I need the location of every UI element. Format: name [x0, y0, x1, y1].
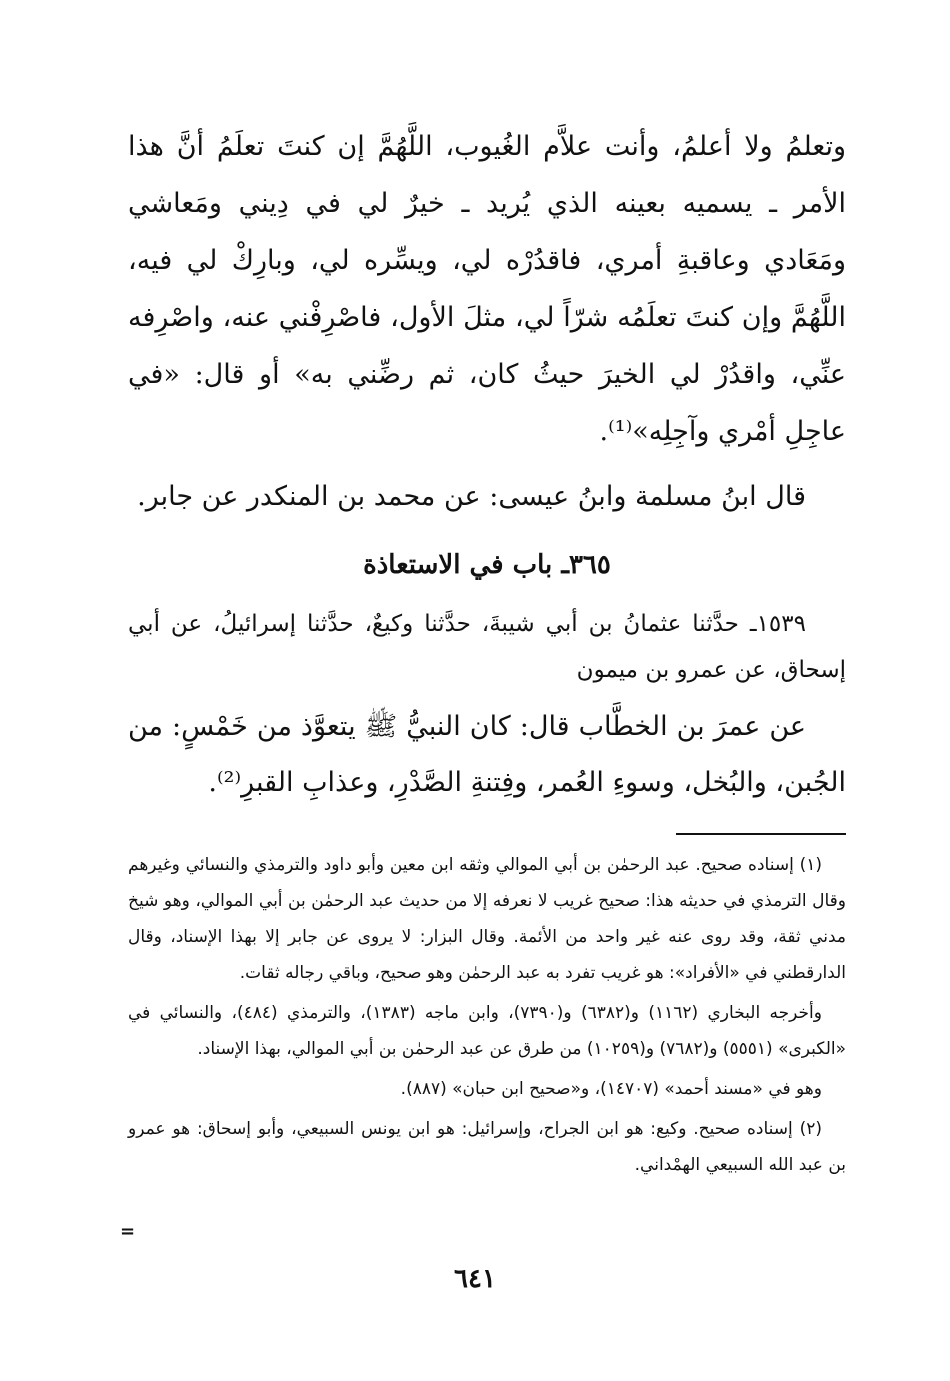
footnotes — [128, 847, 846, 1183]
footnote-1-part-1: (١) إسناده صحيح. عبد الرحمٰن بن أبي الموالي وثقه ابن معين وأبو داود والترمذي والنسائي وغيرهم وقال الترمذي في حديثه هذا: صحيح غريب لا نعرفه إلا من حديث عبد الرحمٰن بن أبي الموالي، وهو شيخ مدني ثقة، وقد روى عنه غير واحد من الأئمة. وقال البزار: لا يروى عن جابر إلا بهذا الإسناد، وقال الدارقطني في «الأفراد»: هو غريب تفرد به عبد الرحمٰن وهو صحيح، وباقي رجاله ثقات. — [128, 855, 846, 983]
chapter-heading: ٣٦٥ـ باب في الاستعاذة — [363, 550, 611, 580]
footnote-1-part-2: وأخرجه البخاري (١١٦٢) و(٦٣٨٢) و(٧٣٩٠)، وابن ماجه (١٣٨٣)، والترمذي (٤٨٤)، والنسائي في «الكبرى» (٥٥٥١) و(٧٦٨٢) و(١٠٢٥٩) من طرق عن عبد الرحمٰن بن أبي الموالي، بهذا الإسناد. — [128, 1003, 846, 1059]
main-paragraph-2: قال ابنُ مسلمة وابنُ عيسى: عن محمد بن المنكدر عن جابر. — [137, 481, 806, 512]
page-number: ٦٤١ — [454, 1264, 496, 1294]
footnote-2: (٢) إسناده صحيح. وكيع: هو ابن الجراح، وإسرائيل: هو ابن يونس السبيعي، وأبو إسحاق: هو عمرو بن عبد الله السبيعي الهمْداني. — [128, 1119, 846, 1175]
footnote-1-part-3: وهو في «مسند أحمد» (١٤٧٠٧)، و«صحيح ابن حبان» (٨٨٧). — [400, 1079, 822, 1099]
hadith-matn: عن عمرَ بن الخطَّاب قال: كان النبيُّ ﷺ يتعوَّذ من خَمْسٍ: من الجُبن، والبُخل، وسوءِ العُمر، وفِتنةِ الصَّدْرِ، وعذابِ القبرِ⁽²⁾. — [128, 711, 846, 798]
page-content — [128, 118, 846, 1183]
footnote-separator — [676, 833, 846, 835]
hadith-isnad-block — [128, 601, 846, 693]
hadith-matn-block — [128, 699, 846, 811]
main-text — [128, 118, 846, 525]
hadith-isnad: ١٥٣٩ـ حدَّثنا عثمانُ بن أبي شيبةَ، حدَّثنا وكيعٌ، حدَّثنا إسرائيلُ، عن أبي إسحاق، عن عمرو بن ميمون — [128, 611, 846, 683]
main-paragraph-1: وتعلمُ ولا أعلمُ، وأنت علاَّم الغُيوب، اللَّهُمَّ إن كنتَ تعلَمُ أنَّ هذا الأمر ـ يسميه بعينه الذي يُريد ـ خيرٌ لي في دِيني ومَعاشي ومَعَادي وعاقبةِ أمري، فاقدُرْه لي، ويسِّره لي، وبارِكْ لي فيه، اللَّهُمَّ وإن كنتَ تعلَمُه شرّاً لي، مثلَ الأول، فاصْرِفْني عنه، واصْرِفه عنِّي، واقدُرْ لي الخيرَ حيثُ كان، ثم رضِّني به» أو قال: «في عاجِلِ أمْري وآجِلِه»⁽¹⁾. — [128, 131, 847, 447]
continuation-mark: = — [120, 1221, 136, 1242]
